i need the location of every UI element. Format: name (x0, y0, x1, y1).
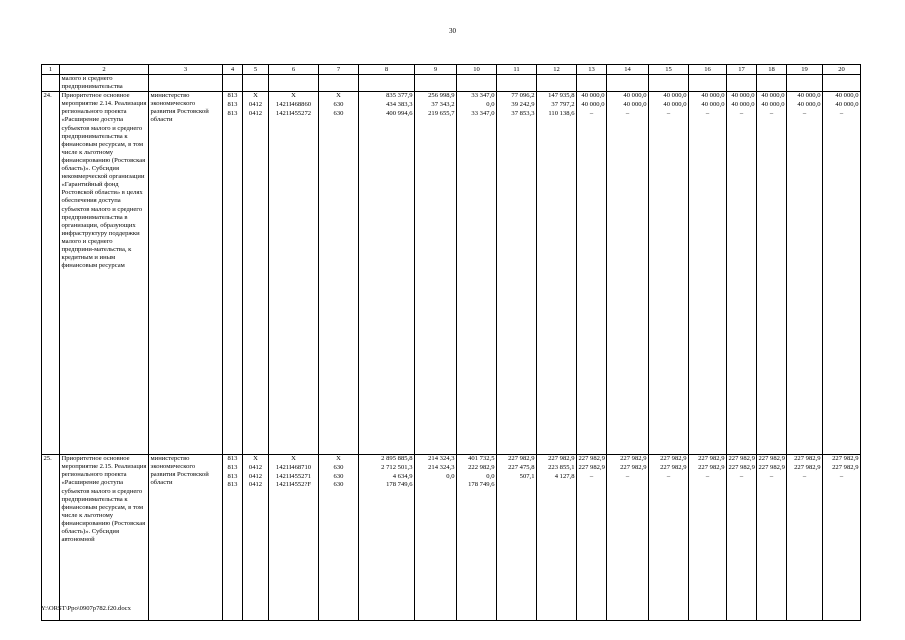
cell-value (691, 481, 725, 490)
value-cell (537, 92, 577, 455)
cell-value (499, 481, 535, 490)
table-row (42, 455, 861, 621)
header-cell: 20 (823, 65, 861, 75)
row-number: 25. (42, 455, 60, 621)
empty-cell (689, 75, 727, 92)
empty-cell (757, 75, 787, 92)
cell-value: 630 (333, 481, 344, 489)
empty-cell (823, 75, 861, 92)
cell-value: Х (291, 92, 296, 100)
cell-value: 1421I468860 (275, 100, 312, 108)
cell-value: 40 000,0 (761, 92, 785, 100)
value-cell (649, 92, 689, 455)
header-cell: 8 (359, 65, 415, 75)
empty-cell (649, 75, 689, 92)
cell-value: 0412 (248, 472, 263, 480)
value-cell (823, 92, 861, 455)
empty-cell (243, 75, 269, 92)
cell-value: 227 982,9 (578, 463, 605, 471)
cell-value: 178 749,6 (468, 481, 495, 489)
cell-value: 630 (333, 463, 344, 471)
cell-value: 40 000,0 (797, 100, 821, 108)
header-cell: 3 (149, 65, 223, 75)
cell-value (651, 481, 687, 490)
header-cell: 10 (457, 65, 497, 75)
value-cell (607, 455, 649, 621)
cell-value (759, 481, 785, 490)
cell-value: – (802, 109, 807, 117)
cell-value: 227 982,9 (794, 463, 821, 471)
header-cell: 15 (649, 65, 689, 75)
value-cell (269, 92, 319, 455)
value-cell (223, 92, 243, 455)
cell-value: 1421I4552?F (275, 481, 312, 489)
cell-value (825, 481, 859, 490)
cell-value: 2 895 885,8 (381, 455, 413, 463)
value-cell (319, 455, 359, 621)
header-cell: 13 (577, 65, 607, 75)
empty-cell (42, 75, 60, 92)
cell-value: 147 935,8 (548, 92, 575, 100)
value-cell (757, 455, 787, 621)
value-cell (497, 455, 537, 621)
header-cell: 14 (607, 65, 649, 75)
cell-value: – (769, 472, 774, 480)
value-cell (359, 92, 415, 455)
measure-name: Приоритетное основное мероприятие 2.14. Реализация регионального проекта «Расширение доступа субъектов малого и среднего предпринимательства к финансовым ресурсам, в том числе к льготному финансированию (Ростовская область)». Субсидия некоммерческой организации «Гарантийный фонд Ростовской области» в целях обеспечения доступа субъектов малого и среднего предпринимательства в организации, образующих инфраструктуру поддержки малого и среднего предприни-мательства, к кредитным и иным финансовым ресурсам (60, 92, 149, 455)
row-number: 24. (42, 92, 60, 455)
cell-value: – (839, 472, 844, 480)
header-cell: 4 (223, 65, 243, 75)
header-cell: 6 (269, 65, 319, 75)
cell-value: 813 (227, 463, 238, 471)
cell-value: 2 712 501,3 (381, 463, 413, 471)
empty-cell (269, 75, 319, 92)
cell-value: 40 000,0 (835, 92, 859, 100)
cell-value: 227 982,9 (508, 455, 535, 463)
cell-value: 813 (227, 455, 238, 463)
cell-value (539, 481, 575, 490)
empty-cell (497, 75, 537, 92)
empty-cell (727, 75, 757, 92)
cell-value (579, 481, 605, 490)
value-cell (577, 92, 607, 455)
cell-value: 37 343,2 (431, 100, 455, 108)
cell-value: 227 982,9 (794, 455, 821, 463)
value-cell (787, 92, 823, 455)
empty-cell (607, 75, 649, 92)
cell-value: 40 000,0 (835, 100, 859, 108)
cell-value: 40 000,0 (663, 100, 687, 108)
cell-value: 401 732,5 (468, 455, 495, 463)
header-cell: 17 (727, 65, 757, 75)
cell-value: 40 000,0 (731, 92, 755, 100)
header-cell: 7 (319, 65, 359, 75)
cell-value: 813 (227, 472, 238, 480)
cell-value: 227 982,9 (578, 455, 605, 463)
value-cell (689, 92, 727, 455)
cell-value: 40 000,0 (797, 92, 821, 100)
cell-value: – (802, 472, 807, 480)
cell-value: 4 634,9 (392, 472, 413, 480)
value-cell (243, 455, 269, 621)
cell-value: 219 655,7 (428, 109, 455, 117)
footer-file-path: Y:\ORST\Ppo\0907p782.f20.docx (41, 605, 131, 612)
value-cell (223, 455, 243, 621)
empty-cell (223, 75, 243, 92)
table-row (42, 92, 861, 455)
cell-value: 227 982,9 (758, 455, 785, 463)
executor: министерство экономического развития Ростовской области (149, 455, 223, 621)
header-cell: 16 (689, 65, 727, 75)
header-cell: 19 (787, 65, 823, 75)
empty-cell (577, 75, 607, 92)
cell-value: 507,1 (519, 472, 535, 480)
cell-value: 813 (227, 481, 238, 489)
cell-value: 227 982,9 (728, 463, 755, 471)
cell-value: 222 982,9 (468, 463, 495, 471)
cell-value: 223 855,1 (548, 463, 575, 471)
cell-value: 227 982,9 (832, 455, 859, 463)
cell-value (729, 481, 755, 490)
budget-table (41, 64, 861, 621)
cell-value: 434 383,3 (386, 100, 413, 108)
cell-value: 214 324,3 (428, 463, 455, 471)
cell-value: 0412 (248, 100, 263, 108)
cell-value: 227 982,9 (660, 463, 687, 471)
cell-value: 256 998,9 (428, 92, 455, 100)
cell-value: – (769, 109, 774, 117)
cell-value: 214 324,3 (428, 455, 455, 463)
continuation-row (42, 75, 861, 92)
value-cell (823, 455, 861, 621)
cell-value: 0412 (248, 109, 263, 117)
page-number: 30 (449, 27, 456, 35)
value-cell (415, 92, 457, 455)
header-cell: 9 (415, 65, 457, 75)
executor: министерство экономического развития Ростовской области (149, 92, 223, 455)
cell-value: 0412 (248, 463, 263, 471)
cell-value: 39 242,9 (511, 100, 535, 108)
value-cell (727, 92, 757, 455)
empty-cell (149, 75, 223, 92)
value-cell (319, 92, 359, 455)
cell-value: 0,0 (486, 100, 495, 108)
header-cell: 12 (537, 65, 577, 75)
header-cell: 1 (42, 65, 60, 75)
cell-value: Х (336, 455, 341, 463)
value-cell (689, 455, 727, 621)
cell-value: 77 096,2 (511, 92, 535, 100)
value-cell (727, 455, 757, 621)
cell-value: 630 (333, 109, 344, 117)
header-cell: 11 (497, 65, 537, 75)
cell-value: 33 347,0 (471, 109, 495, 117)
cell-value: – (625, 472, 630, 480)
cell-value: – (705, 472, 710, 480)
cell-value: – (589, 109, 594, 117)
empty-cell (537, 75, 577, 92)
cell-value: 227 982,9 (758, 463, 785, 471)
cell-value: 227 982,9 (698, 455, 725, 463)
cell-value: – (705, 109, 710, 117)
cell-value: 227 982,9 (548, 455, 575, 463)
value-cell (649, 455, 689, 621)
cell-value: – (666, 109, 671, 117)
value-cell (607, 92, 649, 455)
cell-value: 178 749,6 (386, 481, 413, 489)
cell-value: 1421I468710 (275, 463, 312, 471)
cell-value: 0,0 (446, 472, 455, 480)
cell-value: 40 000,0 (761, 100, 785, 108)
cell-value: 813 (227, 100, 238, 108)
value-cell (415, 455, 457, 621)
header-cell: 18 (757, 65, 787, 75)
cell-value: Х (253, 92, 258, 100)
cell-value: 227 982,9 (832, 463, 859, 471)
value-cell (787, 455, 823, 621)
value-cell (757, 92, 787, 455)
empty-cell (319, 75, 359, 92)
measure-name: Приоритетное основное мероприятие 2.15. Реализация регионального проекта «Расширение доступа субъектов малого и среднего предпринимательства к финансовым ресурсам, в том числе к льготному финансированию (Ростовская область)». Субсидия автономной (60, 455, 149, 621)
cell-value: 813 (227, 109, 238, 117)
cell-value: 227 982,9 (620, 463, 647, 471)
cell-value: 813 (227, 92, 238, 100)
cell-value: 0,0 (486, 472, 495, 480)
empty-cell (415, 75, 457, 92)
cell-value: 40 000,0 (581, 100, 605, 108)
cell-value: – (739, 472, 744, 480)
cell-value: 227 982,9 (698, 463, 725, 471)
cell-value (609, 481, 647, 490)
value-cell (577, 455, 607, 621)
cell-value: 227 475,8 (508, 463, 535, 471)
cell-value: 110 138,6 (548, 109, 575, 117)
cell-value: 40 000,0 (701, 92, 725, 100)
cell-value (417, 481, 455, 490)
value-cell (457, 455, 497, 621)
cell-value: 0412 (248, 481, 263, 489)
header-cell: 2 (60, 65, 149, 75)
cell-value: 37 797,2 (551, 100, 575, 108)
cell-value: 4 127,8 (554, 472, 575, 480)
cell-value: 630 (333, 100, 344, 108)
cell-value (789, 481, 821, 490)
value-cell (359, 455, 415, 621)
cell-value: 227 982,9 (620, 455, 647, 463)
cell-value: – (739, 109, 744, 117)
cell-value: 40 000,0 (623, 92, 647, 100)
cell-value: 40 000,0 (581, 92, 605, 100)
cell-value: – (839, 109, 844, 117)
cell-value: 835 377,9 (386, 92, 413, 100)
cell-value: 40 000,0 (623, 100, 647, 108)
value-cell (537, 455, 577, 621)
empty-cell (457, 75, 497, 92)
cell-value: 33 347,0 (471, 92, 495, 100)
cell-value: Х (291, 455, 296, 463)
cell-value: 37 853,3 (511, 109, 535, 117)
value-cell (497, 92, 537, 455)
cell-value: – (666, 472, 671, 480)
cell-value: – (625, 109, 630, 117)
cell-value: Х (336, 92, 341, 100)
cell-value: 227 982,9 (660, 455, 687, 463)
cell-value: Х (253, 455, 258, 463)
table-header-row (42, 65, 861, 75)
empty-cell (787, 75, 823, 92)
header-cell: 5 (243, 65, 269, 75)
cell-value: 1421I455271 (275, 472, 312, 480)
cell-value: 400 994,6 (386, 109, 413, 117)
value-cell (457, 92, 497, 455)
cell-value: 1421I455272 (275, 109, 312, 117)
value-cell (243, 92, 269, 455)
cell-value: – (589, 472, 594, 480)
cell-value: 227 982,9 (728, 455, 755, 463)
continuation-text: малого и среднего предпринимательства (60, 75, 149, 92)
value-cell (269, 455, 319, 621)
cell-value: 40 000,0 (731, 100, 755, 108)
cell-value: 40 000,0 (701, 100, 725, 108)
empty-cell (359, 75, 415, 92)
cell-value: 40 000,0 (663, 92, 687, 100)
cell-value: 630 (333, 472, 344, 480)
